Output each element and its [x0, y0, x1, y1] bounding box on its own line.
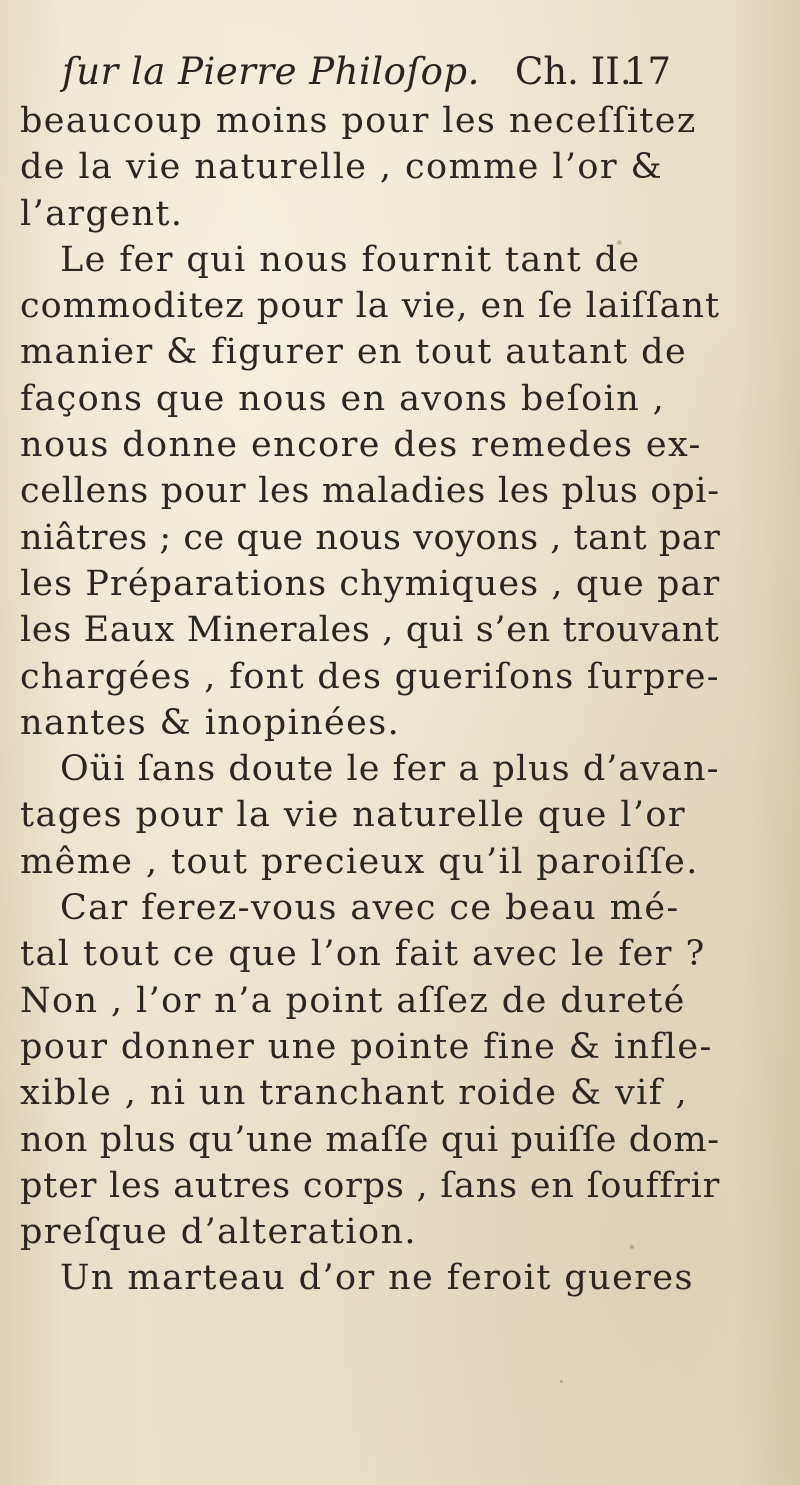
paper-speck: [560, 1380, 563, 1383]
running-title: ſur la Pierre Philoſop.: [62, 50, 480, 93]
text-line: nantes & inopinées.: [20, 702, 401, 743]
text-line: pour donner une pointe fine & infle-: [20, 1026, 713, 1067]
text-line: xible , ni un tranchant roide & vif ,: [20, 1073, 689, 1114]
text-line: Oüi ſans doute le fer a plus d’avan-: [60, 749, 720, 790]
text-line: nous donne encore des remedes ex-: [20, 425, 702, 466]
text-line: Le fer qui nous fournit tant de: [60, 239, 641, 280]
page-number: 17: [624, 50, 672, 93]
text-line: tages pour la vie naturelle que l’or: [20, 795, 686, 836]
text-line: Car ferez-vous avec ce beau mé-: [60, 888, 680, 929]
text-line: Un marteau d’or ne feroit gueres: [60, 1258, 694, 1299]
text-line: les Préparations chymiques , que par: [20, 563, 721, 604]
text-line: commoditez pour la vie, en ſe laiſſant: [20, 286, 721, 327]
text-line: preſque d’alteration.: [20, 1212, 417, 1253]
paper-speck: [617, 240, 622, 245]
text-line: les Eaux Minerales , qui s’en trouvant: [20, 610, 720, 651]
text-line: non plus qu’une maſſe qui puiſſe dom-: [20, 1119, 720, 1160]
text-line: de la vie naturelle , comme l’or &: [20, 147, 664, 188]
chapter-label: Ch. II.: [515, 50, 632, 93]
text-line: beaucoup moins pour les neceſſitez: [20, 101, 697, 141]
text-line: niâtres ; ce que nous voyons , tant par: [20, 517, 721, 558]
text-line: même , tout precieux qu’il paroiſſe.: [20, 841, 699, 882]
text-line: Non , l’or n’a point aſſez de dureté: [20, 980, 686, 1021]
text-line: pter les autres corps , ſans en ſouffrir: [20, 1165, 721, 1206]
page-header: [62, 50, 672, 100]
text-line: l’argent.: [20, 193, 184, 234]
body-text: [20, 98, 721, 1302]
text-line: cellens pour les maladies les plus opi-: [20, 471, 720, 512]
text-line: manier & figurer en tout autant de: [20, 332, 688, 373]
text-line: chargées , font des gueriſons ſurpre-: [20, 656, 720, 697]
paper-speck: [630, 1245, 634, 1249]
text-line: façons que nous en avons beſoin ,: [20, 378, 666, 419]
text-line: tal tout ce que l’on fait avec le fer ?: [20, 934, 706, 975]
